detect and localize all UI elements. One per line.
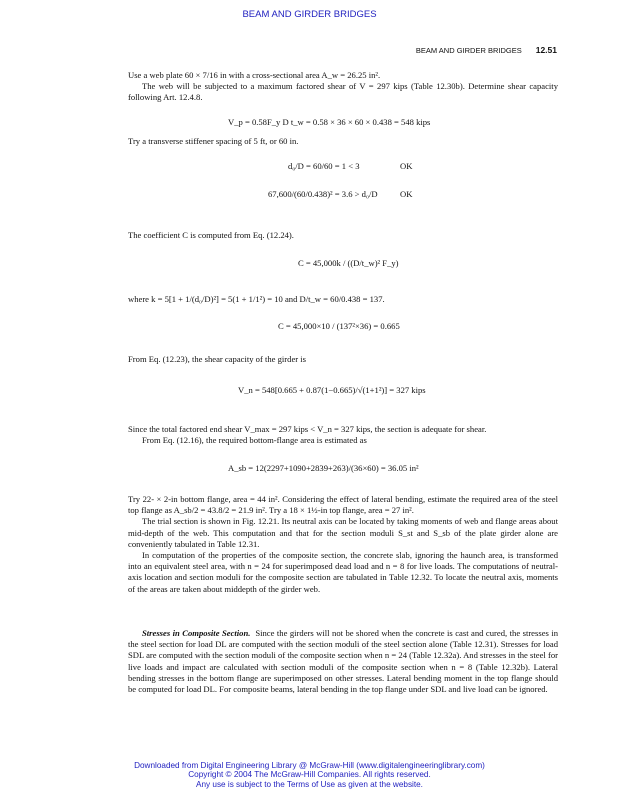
paragraph-trial-section: The trial section is shown in Fig. 12.21. Its neutral axis can be located by taking moments of web and flange areas about mid-depth of the web. This computation and that for the section moduli S_st and S_sb of the plate girder alone are conveniently tabulated in Table 12.31. [128,516,558,549]
paragraph-shear-load: The web will be subjected to a maximum factored shear of V = 297 kips (Table 12.30b). Determine shear capacity following Art. 12.4.8. [128,81,558,103]
paragraph-stresses-text: Since the girders will not be shored when the concrete is cast and cured, the stresses in the steel section for load DL are computed with the section moduli of the steel section alone (Table 12.31). Stresses for load SDL are computed with the section moduli of the composite section when n = 24 (Table 12.32a). And stresses in the steel for live loads and impact are calculated with section moduli of the composite section when n = 8 (Table 12.32b). Lateral bending stresses in the bottom flange are superimposed on other stresses. Lateral bending moment in the top flange should be computed for load DL. For composite beams, lateral bending in the top flange under SDL and live load can be ignored. [128,628,558,695]
equation-c-general: C = 45,000k / ((D/t_w)² F_y) [298,258,399,268]
equation-stiffener-limit: 67,600/(60/0.438)² = 3.6 > d₀/D [268,189,378,199]
paragraph-coefficient-c: The coefficient C is computed from Eq. (12.24). [128,230,294,240]
paragraph-adequate-shear: Since the total factored end shear V_max = 297 kips < V_n = 327 kips, the section is adequate for shear. [128,424,487,434]
equation-plastic-shear: V_p = 0.58F_y D t_w = 0.58 × 36 × 60 × 0.438 = 548 kips [228,117,431,127]
page-number: 12.51 [535,45,557,55]
running-head [416,45,557,55]
top-banner: BEAM AND GIRDER BRIDGES [242,9,377,20]
footer-download-line: Downloaded from Digital Engineering Library @ McGraw-Hill (www.digitalengineeringlibrary.com) [134,761,485,770]
paragraph-web-plate: Use a web plate 60 × 7/16 in with a cross-sectional area A_w = 26.25 in². [128,70,381,80]
paragraph-composite-properties: In computation of the properties of the composite section, the concrete slab, ignoring the haunch area, is transformed into an equivalent steel area, with n = 24 for superimposed dead load and n = 8 for live loads. The computations of neutral-axis location and section moduli for the composite section are tabulated in Table 12.32. To locate the neutral axis, moments of the areas are taken about middepth of the girder web. [128,550,558,594]
ok-label-2: OK [400,189,413,199]
footer [0,761,619,789]
equation-vn: V_n = 548[0.665 + 0.87(1−0.665)/√(1+1²)] = 327 kips [238,385,426,395]
paragraph-stresses-composite [128,628,558,695]
paragraph-shear-capacity: From Eq. (12.23), the shear capacity of the girder is [128,354,307,364]
paragraph-flange-trial: Try 22- × 2-in bottom flange, area = 44 in². Considering the effect of lateral bending, estimate the required area of the steel top flange as A_sb/2 = 43.8/2 = 21.9 in². Try a 18 × 1½-in top flange, area = 27 in². [128,494,558,516]
ok-label-1: OK [400,161,413,171]
equation-aspect-ratio: d₀/D = 60/60 = 1 < 3 [288,161,360,171]
paragraph-stiffener-spacing: Try a transverse stiffener spacing of 5 ft, or 60 in. [128,136,299,146]
running-head-title: BEAM AND GIRDER BRIDGES [415,46,522,55]
footer-terms-line: Any use is subject to the Terms of Use as given at the website. [196,779,423,789]
equation-asb: A_sb = 12(2297+1090+2839+263)/(36×60) = 36.05 in² [228,463,419,473]
paragraph-bottom-flange-area: From Eq. (12.16), the required bottom-flange area is estimated as [142,435,367,446]
section-heading-stresses: Stresses in Composite Section. [142,628,251,638]
equation-c-value: C = 45,000×10 / (137²×36) = 0.665 [278,321,400,331]
footer-copyright-line: Copyright © 2004 The McGraw-Hill Companies. All rights reserved. [188,770,431,780]
paragraph-k-value: where k = 5[1 + 1/(d₀/D)²] = 5(1 + 1/1²) = 10 and D/t_w = 60/0.438 = 137. [128,294,385,304]
